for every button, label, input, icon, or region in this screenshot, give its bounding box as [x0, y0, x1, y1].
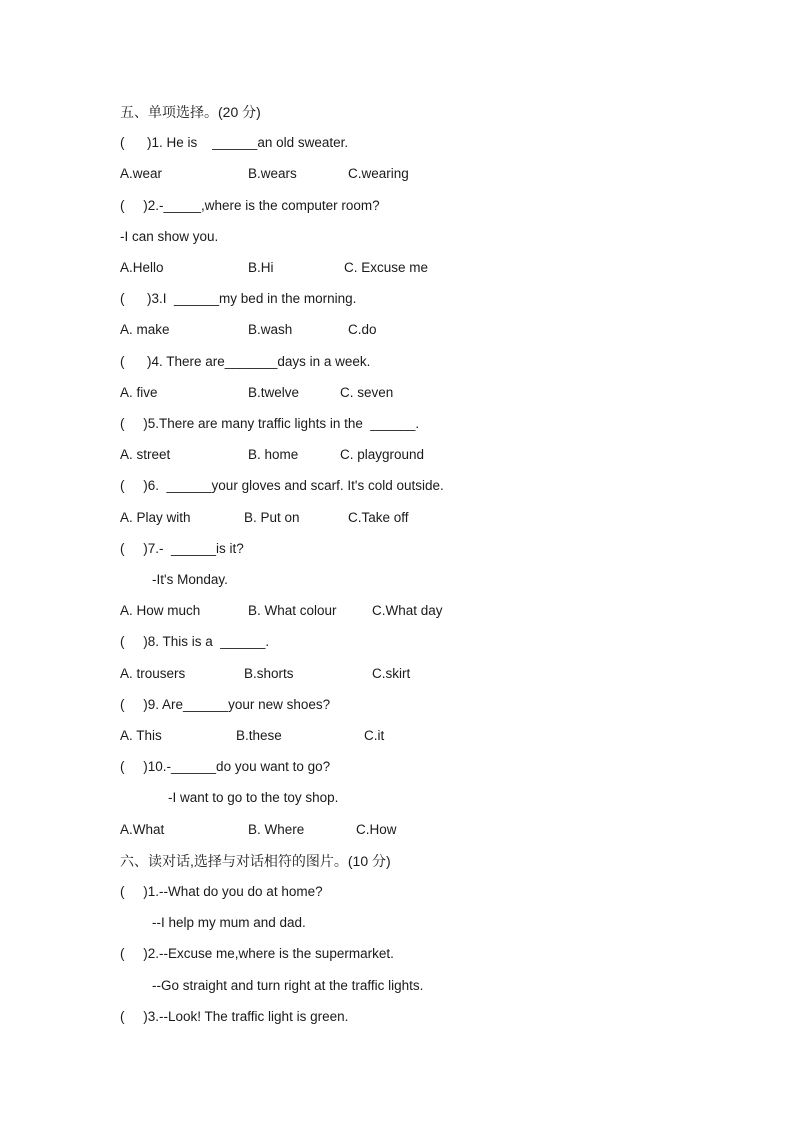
question-6-option-b: B. Put on: [244, 510, 300, 525]
question-9-option-c: C.it: [364, 728, 385, 743]
question-10-stem: ( )10.-______do you want to go?: [120, 759, 331, 774]
question-8-option-b: B.shorts: [244, 666, 294, 681]
question-7-stem: ( )7.- ______is it?: [120, 541, 244, 556]
question-2-stem: ( )2.-_____,where is the computer room?: [120, 198, 380, 213]
question-1-option-b: B.wears: [248, 166, 297, 181]
section5-heading: 五、单项选择。(20 分): [120, 104, 261, 120]
dialogue-1-reply: --I help my mum and dad.: [152, 915, 306, 930]
question-10-option-a: A.What: [120, 822, 165, 837]
question-7-reply: -It's Monday.: [152, 572, 228, 587]
question-5-option-c: C. playground: [340, 447, 425, 462]
dialogue-2-stem: ( )2.--Excuse me,where is the supermarket.: [120, 946, 394, 961]
question-6-option-c: C.Take off: [348, 510, 409, 525]
question-8-stem: ( )8. This is a ______.: [120, 634, 270, 649]
dialogue-1-stem: ( )1.--What do you do at home?: [120, 884, 323, 899]
question-2-option-b: B.Hi: [248, 260, 274, 275]
question-7-option-a: A. How much: [120, 603, 201, 618]
question-2-option-a: A.Hello: [120, 260, 164, 275]
question-9-stem: ( )9. Are______your new shoes?: [120, 697, 331, 712]
question-3-option-b: B.wash: [248, 322, 293, 337]
question-2-option-c: C. Excuse me: [344, 260, 429, 275]
question-6-stem: ( )6. ______your gloves and scarf. It's cold outside.: [120, 478, 444, 493]
question-5-option-b: B. home: [248, 447, 299, 462]
question-4-option-c: C. seven: [340, 385, 394, 400]
question-4-option-b: B.twelve: [248, 385, 300, 400]
question-7-option-c: C.What day: [372, 603, 443, 618]
question-3-stem: ( )3.I ______my bed in the morning.: [120, 291, 357, 306]
dialogue-2-reply: --Go straight and turn right at the traffic lights.: [152, 978, 424, 993]
question-4-option-a: A. five: [120, 385, 158, 400]
question-9-option-a: A. This: [120, 728, 162, 743]
question-10-option-b: B. Where: [248, 822, 305, 837]
question-8-option-a: A. trousers: [120, 666, 186, 681]
question-4-stem: ( )4. There are_______days in a week.: [120, 354, 371, 369]
question-3-option-a: A. make: [120, 322, 170, 337]
question-1-stem: ( )1. He is ______an old sweater.: [120, 135, 349, 150]
question-1-option-c: C.wearing: [348, 166, 409, 181]
question-2-reply: -I can show you.: [120, 229, 219, 244]
dialogue-3-stem: ( )3.--Look! The traffic light is green.: [120, 1009, 349, 1024]
question-1-option-a: A.wear: [120, 166, 163, 181]
question-9-option-b: B.these: [236, 728, 282, 743]
section6-heading: 六、读对话,选择与对话相符的图片。(10 分): [120, 853, 391, 869]
question-8-option-c: C.skirt: [372, 666, 411, 681]
question-10-reply: -I want to go to the toy shop.: [168, 790, 339, 805]
question-6-option-a: A. Play with: [120, 510, 191, 525]
question-7-option-b: B. What colour: [248, 603, 337, 618]
question-5-option-a: A. street: [120, 447, 171, 462]
question-3-option-c: C.do: [348, 322, 377, 337]
question-10-option-c: C.How: [356, 822, 397, 837]
question-5-stem: ( )5.There are many traffic lights in the ______.: [120, 416, 420, 431]
